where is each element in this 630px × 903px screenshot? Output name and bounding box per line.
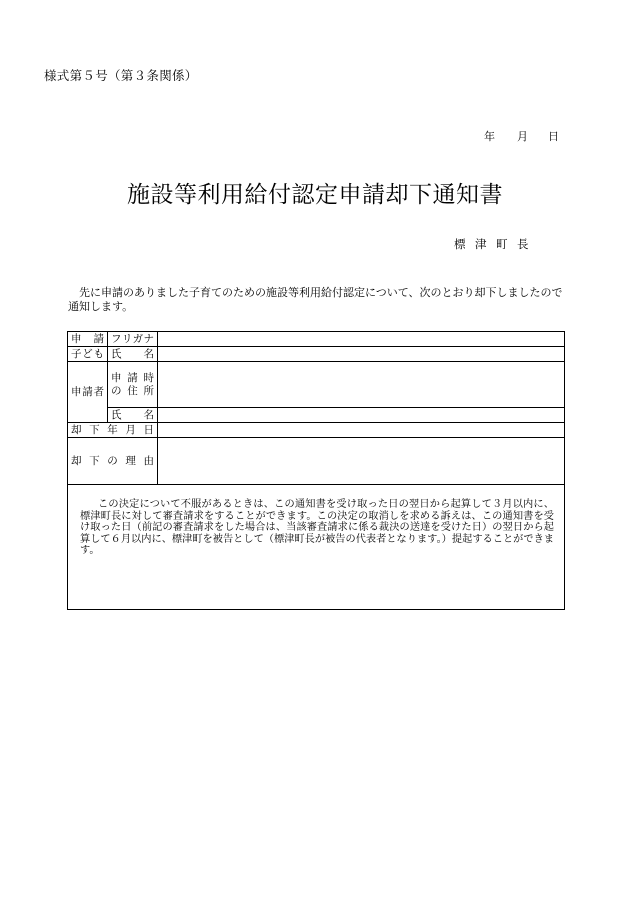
- month-label: 月: [517, 130, 528, 143]
- form-number-label: 様式第５号（第３条関係）: [44, 68, 198, 83]
- appeal-notice-cell: [68, 485, 565, 610]
- sender-char: 長: [517, 237, 529, 251]
- sender-char: 標: [454, 237, 466, 251]
- appeal-notice-text: この決定について不服があるときは、この通知書を受け取った日の翌日から起算して３月以内に、標津町長に対して審査請求をすることができます。この決定の取消しを求める訴えは、この通知書を受け取った日（前記の審査請求をした場合は、当該審査請求に係る裁決の送達を受けた日）の翌日から起算して６月以内に、標津町を被告として（標津町長が被告の代表者となります。）提起することができます。: [80, 499, 554, 556]
- applicant-child-label-bottom: 子 ど も: [68, 347, 108, 362]
- applicant-name-label: 氏 名: [108, 408, 158, 423]
- notice-form-table: [67, 331, 565, 610]
- sender-char: 町: [496, 237, 508, 251]
- applicant-child-label-top: 申 請: [68, 332, 108, 347]
- sender-mayor: [454, 236, 538, 252]
- furigana-field[interactable]: [158, 332, 565, 347]
- child-name-field[interactable]: [158, 347, 565, 362]
- date-line: [484, 128, 559, 144]
- intro-paragraph: 先に申請のありました子育てのための施設等利用給付認定について、次のとおり却下しましたので通知します。: [68, 286, 563, 313]
- applicant-name-field[interactable]: [158, 408, 565, 423]
- child-name-label: 氏 名: [108, 347, 158, 362]
- address-label: 申 請 時 の 住 所: [108, 362, 158, 408]
- document-title: 施設等利用給付認定申請却下通知書: [127, 182, 503, 208]
- rejection-reason-label: 却 下 の 理 由: [68, 438, 158, 485]
- rejection-date-field[interactable]: [158, 423, 565, 438]
- rejection-reason-field[interactable]: [158, 438, 565, 485]
- rejection-date-label: 却 下 年 月 日: [68, 423, 158, 438]
- applicant-label: 申 請 者: [68, 362, 108, 423]
- year-label: 年: [484, 130, 495, 143]
- address-field[interactable]: [158, 362, 565, 408]
- day-label: 日: [548, 130, 559, 143]
- furigana-label: フ リ ガ ナ: [108, 332, 158, 347]
- sender-char: 津: [475, 237, 487, 251]
